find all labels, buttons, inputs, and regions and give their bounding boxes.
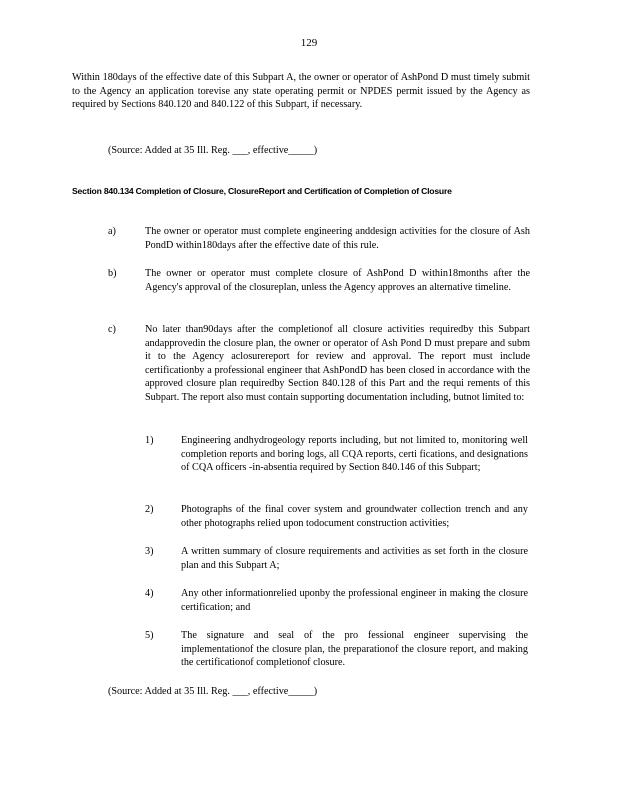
page-number: 129 — [300, 37, 318, 49]
list-item-label: b) — [108, 268, 117, 279]
section-heading: Section 840.134 Completion of Closure, ClosureReport and Certification of Completion of Closure — [72, 186, 452, 196]
list-item-text: The owner or operator must complete engineering anddesign activities for the closure of Ash PondD within180days after the effective date of this rule. — [145, 226, 530, 251]
sub-item-label: 2) — [145, 504, 154, 515]
sub-item-text: A written summary of closure requirements and activities as set forth in the closure plan and this Subpart A; — [181, 546, 528, 571]
sub-item-label: 5) — [145, 630, 154, 641]
sub-item-text: Any other informationrelied uponby the professional engineer in making the closure certification; and — [181, 588, 528, 613]
sub-item-text: The signature and seal of the pro fessional engineer supervising the implementationof the closure plan, the preparationof the closure report, and making the certificationof completionof closure. — [181, 630, 528, 669]
list-item-text: No later than90days after the completionof all closure activities requiredby this Subpart andapprovedin the closure plan, the owner or operator of Ash Pond D must prepare and subm it to the Agency aclosurereport for review and approval. The report must include certificationby a professional engineer that AshPondD has been closed in accordance with the approved closure plan requiredby Section 840.128 of this Part and the requi rements of this Subpart. The report also must contain supporting documentation including, butnot limited to: — [145, 324, 530, 403]
sub-item-label: 1) — [145, 435, 154, 446]
sub-item-label: 4) — [145, 588, 154, 599]
sub-item-text: Engineering andhydrogeology reports including, but not limited to, monitoring well completion reports and boring logs, all CQA reports, certi fications, and designations of CQA officers -in-absentia required by Section 840.146 of this Subpart; — [181, 435, 528, 474]
source-note: (Source: Added at 35 Ill. Reg. ___, effective_____) — [108, 145, 318, 156]
list-item-label: c) — [108, 324, 116, 335]
list-item-label: a) — [108, 226, 116, 237]
sub-item-text: Photographs of the final cover system and groundwater collection trench and any other photographs relied upon todocument construction activities; — [181, 504, 528, 529]
list-item-text: The owner or operator must complete closure of AshPond D within18months after the Agency's approval of the closureplan, unless the Agency approves an alternative timeline. — [145, 268, 530, 293]
sub-item-label: 3) — [145, 546, 154, 557]
intro-paragraph: Within 180days of the effective date of this Subpart A, the owner or operator of AshPond D must timely submit to the Agency an application torevise any state operating permit or NPDES permit issued by the Agency as required by Sections 840.120 and 840.122 of this Subpart, if necessary. — [72, 72, 530, 111]
source-note: (Source: Added at 35 Ill. Reg. ___, effective_____) — [108, 686, 318, 697]
